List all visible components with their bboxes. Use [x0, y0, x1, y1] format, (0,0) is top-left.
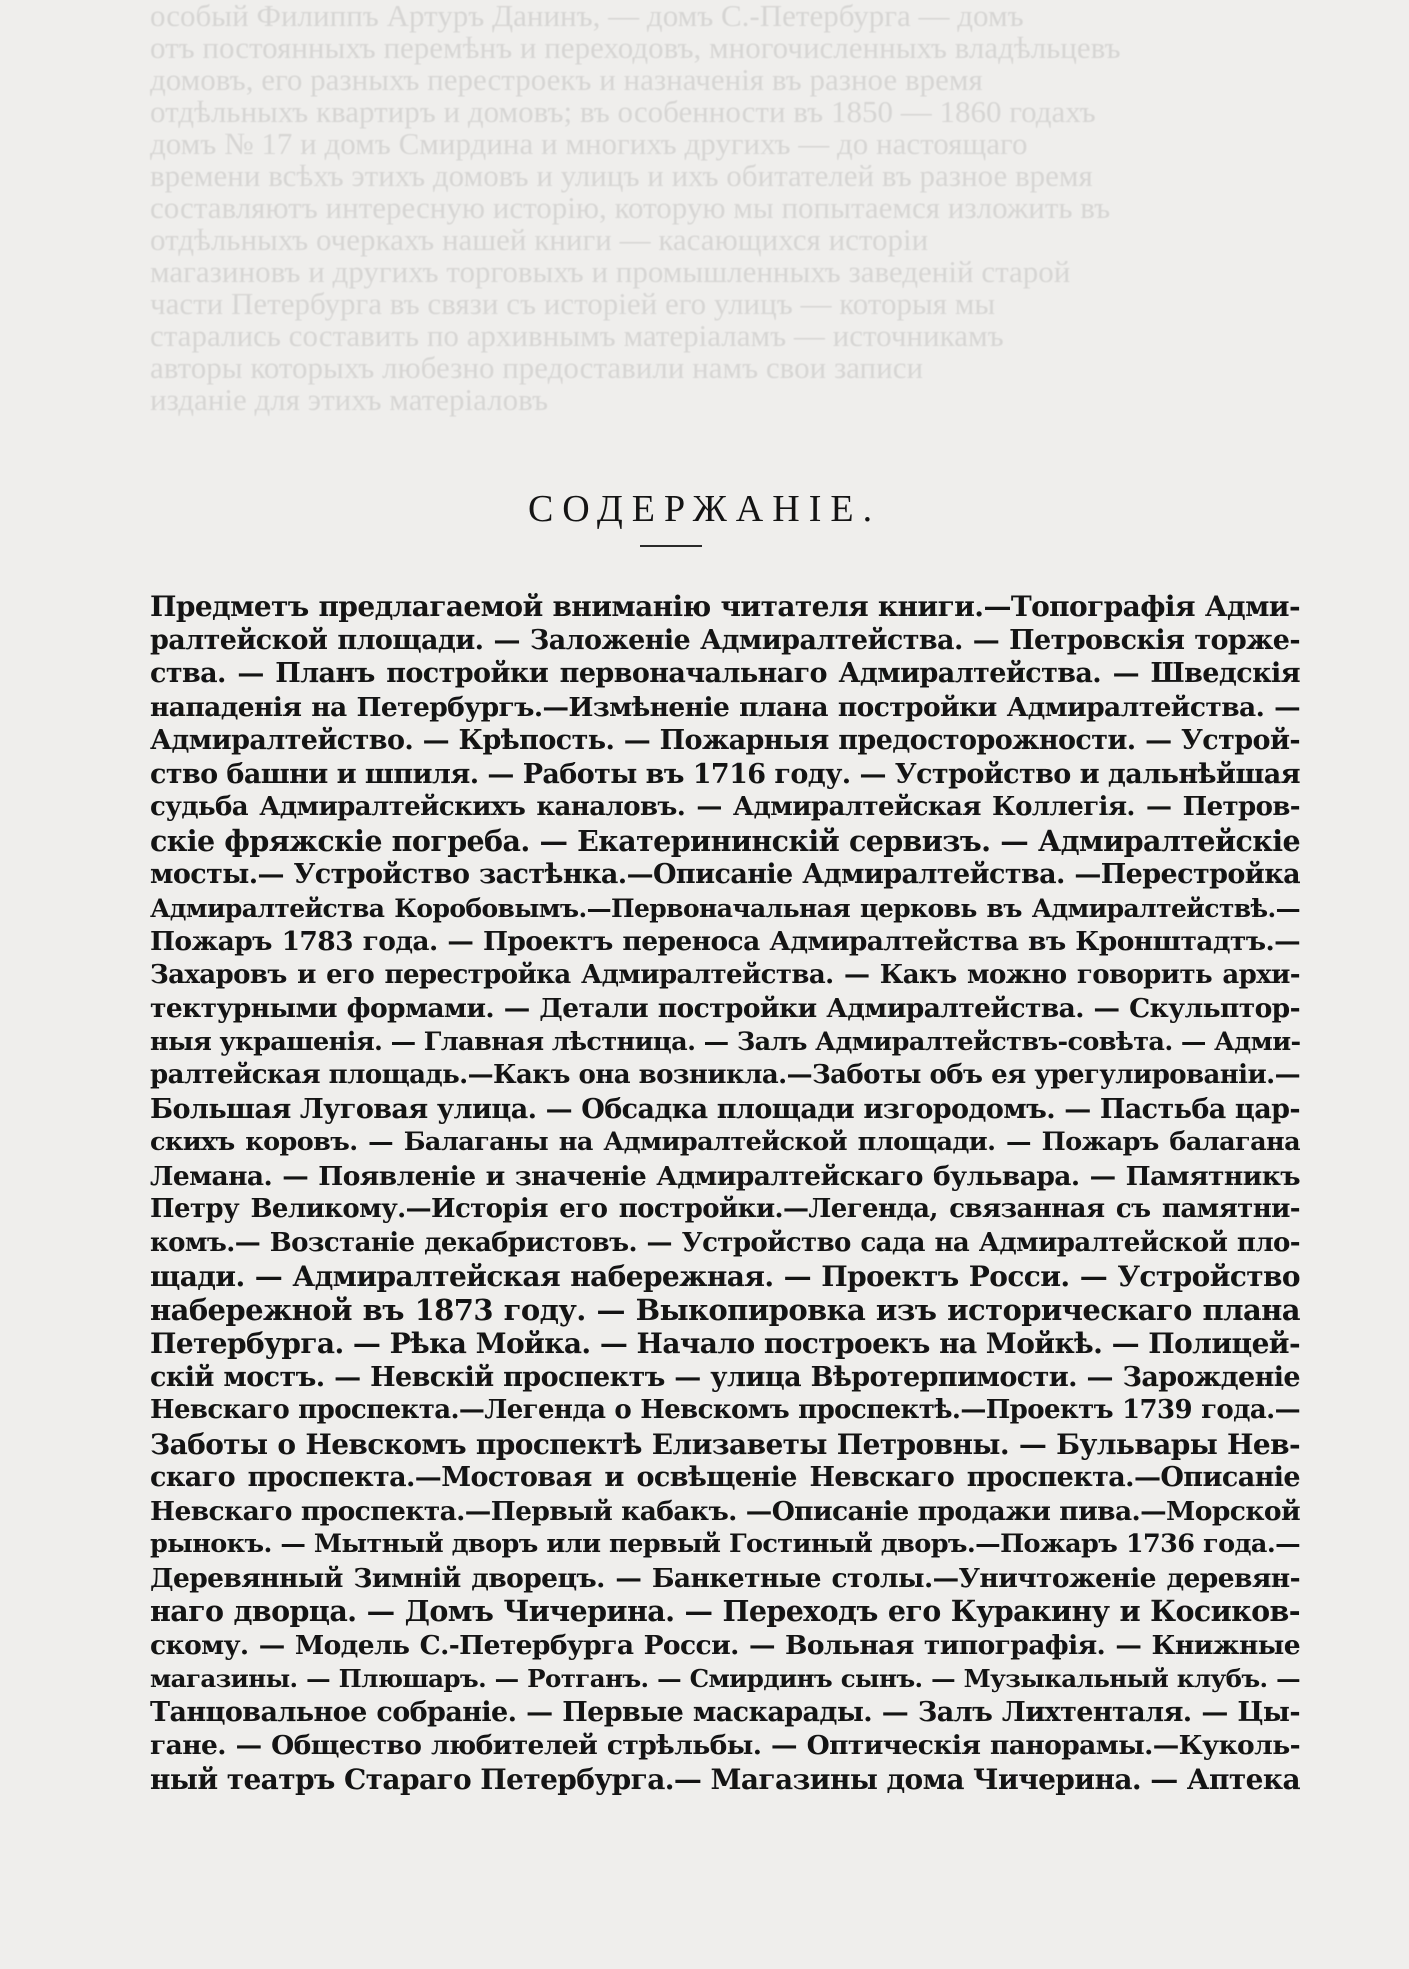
toc-line: комъ.— Возстаніе декабристовъ. — Устройство сада на Адмиралтейской пло- — [150, 1227, 1300, 1258]
toc-line: нападенія на Петербургъ.—Измѣненіе плана постройки Адмиралтейства. — — [150, 691, 1300, 723]
toc-line: Заботы о Невскомъ проспектѣ Елизаветы Петровны. — Бульвары Нев- — [150, 1427, 1300, 1461]
toc-line: Петру Великому.—Исторія его постройки.—Легенда, связанная съ памятни- — [150, 1194, 1300, 1224]
toc-line: Лемана. — Появленіе и значеніе Адмиралтейскаго бульвара. — Памятникъ — [150, 1160, 1300, 1192]
toc-line: Захаровъ и его перестройка Адмиралтейства. — Какъ можно говорить архи- — [150, 959, 1300, 990]
bleed-line: отдѣльныхъ очеркахъ нашей книги — касающихся исторіи — [150, 222, 929, 257]
bleed-line: времени всѣхъ этихъ домовъ и улицъ и ихъ обитателей въ разное время — [150, 158, 1093, 193]
bleed-line: авторы которыхъ любезно предоставили намъ свои записи — [150, 350, 924, 385]
page-title: СОДЕРЖАНІЕ. — [527, 488, 882, 531]
toc-line: судьба Адмиралтейскихъ каналовъ. — Адмиралтейская Коллегія. — Петров- — [150, 792, 1300, 822]
toc-line: ство башни и шпиля. — Работы въ 1716 году. — Устройство и дальнѣйшая — [150, 758, 1300, 790]
toc-line: мосты.— Устройство застѣнка.—Описаніе Адмиралтейства. —Перестройка — [150, 859, 1300, 890]
toc-line: тектурными формами. — Детали постройки Адмиралтейства. — Скульптор- — [150, 993, 1300, 1024]
toc-line: ный театръ Стараго Петербурга.— Магазины дома Чичерина. — Аптека — [150, 1762, 1300, 1796]
toc-line: Предметъ предлагаемой вниманію читателя книги.—Топографія Адми- — [150, 590, 1300, 623]
toc-line: набережной въ 1873 году. — Выкопировка изъ историческаго плана — [150, 1293, 1300, 1327]
toc-line: ралтейская площадь.—Какъ она возникла.—Заботы объ ея урегулированіи.— — [150, 1060, 1300, 1090]
toc-line: магазины. — Плюшаръ. — Ротганъ. — Смирдинъ сынъ. — Музыкальный клубъ. — — [150, 1664, 1300, 1693]
toc-line: Танцовальное собраніе. — Первые маскарады. — Залъ Лихтенталя. — Цы- — [150, 1696, 1300, 1728]
toc-line: ралтейской площади. — Заложеніе Адмиралтейства. — Петровскія торже- — [150, 624, 1300, 656]
toc-line: Пожаръ 1783 года. — Проектъ переноса Адмиралтейства въ Кронштадтъ.— — [150, 926, 1300, 957]
title-divider — [640, 545, 702, 547]
toc-line: скихъ коровъ. — Балаганы на Адмиралтейской площади. — Пожаръ балагана — [150, 1127, 1300, 1157]
toc-line: щади. — Адмиралтейская набережная. — Проектъ Росси. — Устройство — [150, 1260, 1300, 1293]
toc-line: Невскаго проспекта.—Первый кабакъ. —Описаніе продажи пива.—Морской — [150, 1495, 1300, 1527]
toc-line: рынокъ. — Мытный дворъ или первый Гостиный дворъ.—Пожаръ 1736 года.— — [150, 1529, 1300, 1559]
toc-line: скій мостъ. — Невскій проспектъ — улица Вѣротерпимости. — Зарожденіе — [150, 1361, 1300, 1393]
bleed-line: изданіе для этихъ матеріаловъ — [150, 382, 548, 417]
table-of-contents — [150, 590, 1300, 1796]
toc-line: Адмиралтейство. — Крѣпость. — Пожарныя предосторожности. — Устрой- — [150, 725, 1300, 756]
bleed-line: домовъ, его разныхъ перестроекъ и назначенія въ разное время — [150, 62, 983, 97]
bleed-line: отъ постоянныхъ перемѣнъ и переходовъ, многочисленныхъ владѣльцевъ — [150, 30, 1121, 65]
bleed-line: отдѣльныхъ квартиръ и домовъ; въ особенности въ 1850 — 1860 годахъ — [150, 94, 1096, 129]
bleed-line: особый Филиппъ Артуръ Данинъ, — домъ С.-Петербурга — домъ — [150, 0, 1024, 33]
bleed-line: старались составить по архивнымъ матеріаламъ — источникамъ — [150, 318, 1004, 353]
toc-line: наго дворца. — Домъ Чичерина. — Переходъ его Куракину и Косиков- — [150, 1595, 1300, 1628]
toc-line: Петербурга. — Рѣка Мойка. — Начало построекъ на Мойкѣ. — Полицей- — [150, 1327, 1300, 1360]
bleed-line: составляютъ интересную исторію, которую мы попытаемся изложить въ — [150, 190, 1111, 225]
toc-line: ныя украшенія. — Главная лѣстница. — Залъ Адмиралтействъ-совѣта. — Адми- — [150, 1026, 1300, 1057]
toc-line: скіе фряжскіе погреба. — Екатерининскій сервизъ. — Адмиралтейскіе — [150, 824, 1300, 858]
bleed-through-text — [150, 0, 1300, 470]
toc-line: Деревянный Зимній дворецъ. — Банкетные столы.—Уничтоженіе деревян- — [150, 1562, 1300, 1594]
toc-line: Адмиралтейства Коробовымъ.—Первоначальная церковь въ Адмиралтействѣ.— — [150, 893, 1300, 923]
toc-line: скому. — Модель С.-Петербурга Росси. — Вольная типографія. — Книжные — [150, 1629, 1300, 1661]
toc-line: гане. — Общество любителей стрѣльбы. — Оптическія панорамы.—Куколь- — [150, 1730, 1300, 1761]
toc-line: скаго проспекта.—Мостовая и освѣщеніе Невскаго проспекта.—Описаніе — [150, 1462, 1300, 1493]
toc-line: Большая Луговая улица. — Обсадка площади изгородомъ. — Пастьба цар- — [150, 1093, 1300, 1125]
bleed-line: части Петербурга въ связи съ исторіей его улицъ — которыя мы — [150, 286, 996, 321]
toc-line: ства. — Планъ постройки первоначальнаго Адмиралтейства. — Шведскія — [150, 658, 1300, 689]
bleed-line: магазиновъ и другихъ торговыхъ и промышленныхъ заведеній старой — [150, 254, 1071, 289]
toc-line: Невскаго проспекта.—Легенда о Невскомъ проспектѣ.—Проектъ 1739 года.— — [150, 1395, 1300, 1425]
bleed-line: домъ № 17 и домъ Смирдина и многихъ другихъ — до настоящаго — [150, 126, 1028, 161]
